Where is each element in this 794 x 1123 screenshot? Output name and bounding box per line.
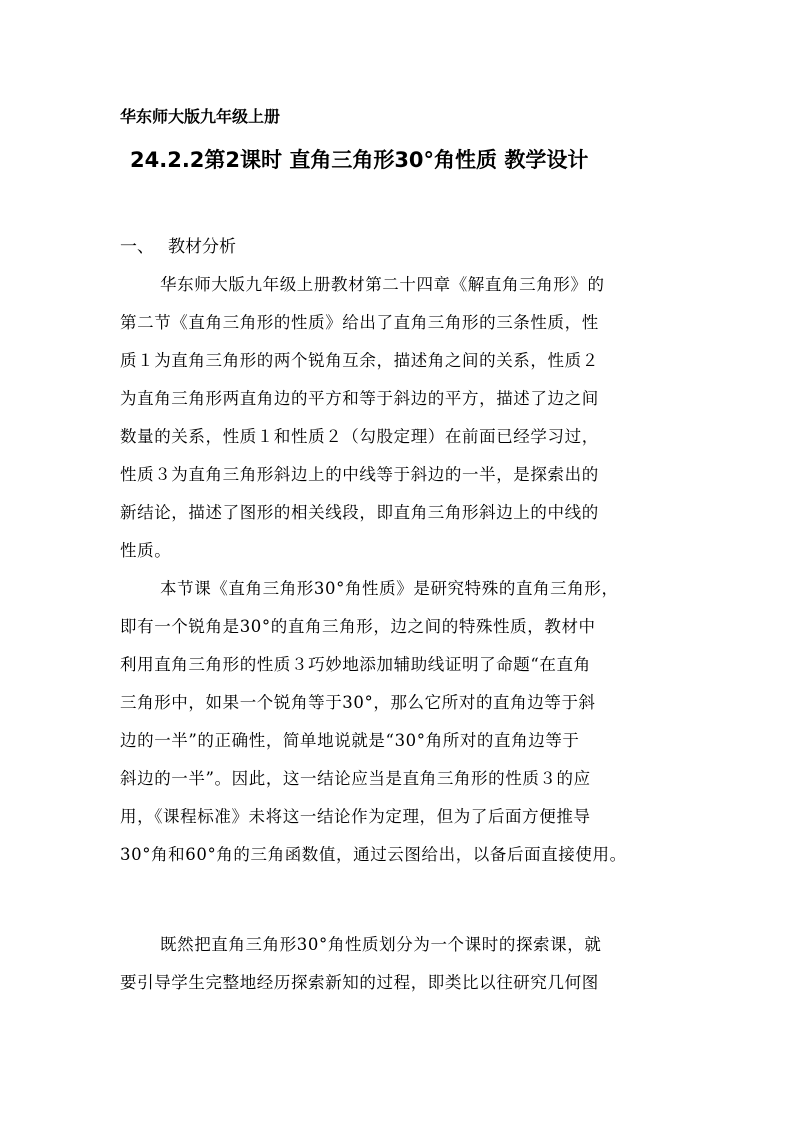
paragraph-line: 本节课《直角三角形30°角性质》是研究特殊的直角三角形， [160,579,619,598]
paragraph-line: 数量的关系，性质１和性质２（勾股定理）在前面已经学习过， [120,427,599,446]
paragraph-line: 既然把直角三角形30°角性质划分为一个课时的探索课，就 [160,935,602,954]
paragraph-textbook-analysis [120,266,680,570]
document-title: 24.2.2第2课时 直角三角形30°角性质 教学设计 [130,148,589,172]
paragraph-line: 利用直角三角形的性质３巧妙地添加辅助线证明了命题“在直角 [120,655,591,674]
paragraph-line: 质１为直角三角形的两个锐角互余，描述角之间的关系，性质２ [120,351,599,370]
paragraph-line: 为直角三角形两直角边的平方和等于斜边的平方，描述了边之间 [120,389,599,408]
paragraph-exploration [120,926,680,1002]
paragraph-line: 性质。 [120,541,172,560]
paragraph-line: 新结论，描述了图形的相关线段，即直角三角形斜边上的中线的 [120,503,599,522]
paragraph-line: 性质３为直角三角形斜边上的中线等于斜边的一半，是探索出的 [120,465,599,484]
textbook-label: 华东师大版九年级上册 [120,107,281,126]
paragraph-line: 用，《课程标准》未将这一结论作为定理，但为了后面方便推导 [120,807,591,826]
paragraph-line: 三角形中，如果一个锐角等于30°，那么它所对的直角边等于斜 [120,693,596,712]
paragraph-line: 要引导学生完整地经历探索新知的过程，即类比以往研究几何图 [120,973,599,992]
section-number: 一、 [120,237,154,257]
paragraph-line: 边的一半”的正确性，简单地说就是“30°角所对的直角边等于 [120,731,580,750]
paragraph-lesson-content [120,570,680,874]
paragraph-line: 斜边的一半”。因此，这一结论应当是直角三角形的性质３的应 [120,769,591,788]
paragraph-line: 华东师大版九年级上册教材第二十四章《解直角三角形》的 [160,275,605,294]
paragraph-line: 即有一个锐角是30°的直角三角形，边之间的特殊性质，教材中 [120,617,596,636]
section-title: 教材分析 [168,237,236,257]
paragraph-line: 第二节《直角三角形的性质》给出了直角三角形的三条性质，性 [120,313,599,332]
section-heading [120,232,236,257]
paragraph-line: 30°角和60°角的三角函数值，通过云图给出，以备后面直接使用。 [120,845,627,864]
